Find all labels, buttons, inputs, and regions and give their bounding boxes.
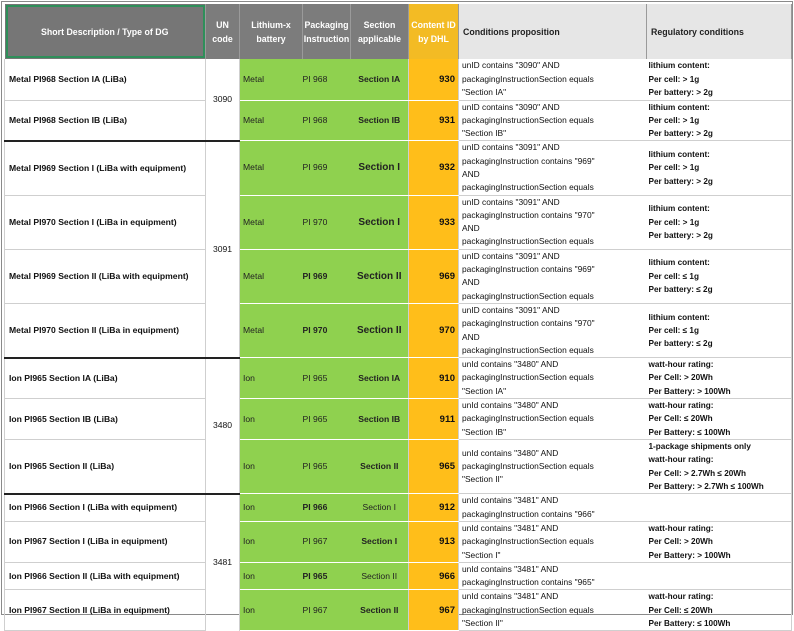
table-row <box>5 521 792 562</box>
section-cell: Section IA <box>351 59 409 100</box>
table-row <box>5 100 792 141</box>
header-section-applicable: Section applicable <box>351 4 409 59</box>
packaging-instruction-cell: PI 970 <box>303 303 351 357</box>
condition-cell: unId contains "3481" AND packagingInstruction contains "966" <box>459 494 647 522</box>
packaging-instruction-cell: PI 965 <box>303 358 351 399</box>
dhl-content-id-cell: 965 <box>409 440 459 494</box>
dhl-content-id-cell: 913 <box>409 521 459 562</box>
regulatory-cell: watt-hour rating: Per Cell: ≤ 20Wh Per Battery: ≤ 100Wh <box>647 399 792 440</box>
row-description: Ion PI966 Section I (LiBa with equipment) <box>5 494 206 522</box>
condition-cell: unID contains "3090" AND packagingInstructionSection equals "Section IA" <box>459 59 647 100</box>
dhl-content-id-cell: 970 <box>409 303 459 357</box>
header-content-id-dhl: Content ID by DHL <box>409 4 459 59</box>
dhl-content-id-cell: 911 <box>409 399 459 440</box>
packaging-instruction-cell: PI 968 <box>303 100 351 141</box>
regulatory-cell: 1-package shipments only watt-hour rating: Per Cell: > 2.7Wh ≤ 20Wh Per Battery: > 2.7Wh ≤ 100Wh <box>647 440 792 494</box>
dhl-content-id-cell: 932 <box>409 141 459 195</box>
row-description: Metal PI969 Section I (LiBa with equipment) <box>5 141 206 195</box>
section-cell: Section I <box>351 141 409 195</box>
condition-cell: unId contains "3480" AND packagingInstructionSection equals "Section IA" <box>459 358 647 399</box>
dhl-content-id-cell: 912 <box>409 494 459 522</box>
battery-type-cell: Metal <box>240 195 303 249</box>
header-conditions-proposition: Conditions proposition <box>459 4 647 59</box>
section-cell: Section IA <box>351 358 409 399</box>
condition-cell: unID contains "3091" AND packagingInstruction contains "969" AND packagingInstructionSection equals <box>459 249 647 303</box>
table-row <box>5 440 792 494</box>
dhl-content-id-cell: 931 <box>409 100 459 141</box>
battery-type-cell: Ion <box>240 440 303 494</box>
row-description: Ion PI965 Section IA (LiBa) <box>5 358 206 399</box>
section-cell: Section I <box>351 195 409 249</box>
regulatory-cell: lithium content: Per cell: ≤ 1g Per battery: ≤ 2g <box>647 303 792 357</box>
un-code-cell: 3481 <box>206 494 240 631</box>
table-row <box>5 249 792 303</box>
regulatory-cell <box>647 494 792 522</box>
section-cell: Section I <box>351 521 409 562</box>
condition-cell: unId contains "3481" AND packagingInstructionSection equals "Section II" <box>459 590 647 631</box>
row-description: Metal PI970 Section I (LiBa in equipment) <box>5 195 206 249</box>
dhl-content-id-cell: 910 <box>409 358 459 399</box>
battery-type-cell: Ion <box>240 399 303 440</box>
packaging-instruction-cell: PI 965 <box>303 562 351 590</box>
row-description: Metal PI968 Section IA (LiBa) <box>5 59 206 100</box>
table-row <box>5 399 792 440</box>
packaging-instruction-cell: PI 967 <box>303 521 351 562</box>
header-un-code: UN code <box>206 4 240 59</box>
regulatory-cell: watt-hour rating: Per Cell: > 20Wh Per Battery: > 100Wh <box>647 358 792 399</box>
table-row <box>5 590 792 631</box>
condition-cell: unID contains "3091" AND packagingInstruction contains "969" AND packagingInstructionSection equals <box>459 141 647 195</box>
table-row <box>5 562 792 590</box>
section-cell: Section II <box>351 562 409 590</box>
section-cell: Section IB <box>351 399 409 440</box>
section-cell: Section II <box>351 303 409 357</box>
battery-type-cell: Metal <box>240 303 303 357</box>
condition-cell: unId contains "3480" AND packagingInstructionSection equals "Section IB" <box>459 399 647 440</box>
row-description: Ion PI967 Section II (LiBa in equipment) <box>5 590 206 631</box>
section-cell: Section II <box>351 590 409 631</box>
row-description: Metal PI970 Section II (LiBa in equipment) <box>5 303 206 357</box>
battery-type-cell: Metal <box>240 100 303 141</box>
regulatory-cell: watt-hour rating: Per Cell: ≤ 20Wh Per Battery: ≤ 100Wh <box>647 590 792 631</box>
dg-lithium-table <box>4 4 792 631</box>
battery-type-cell: Metal <box>240 249 303 303</box>
row-description: Metal PI969 Section II (LiBa with equipment) <box>5 249 206 303</box>
battery-type-cell: Ion <box>240 590 303 631</box>
table-row <box>5 59 792 100</box>
packaging-instruction-cell: PI 968 <box>303 59 351 100</box>
packaging-instruction-cell: PI 970 <box>303 195 351 249</box>
packaging-instruction-cell: PI 969 <box>303 141 351 195</box>
dhl-content-id-cell: 969 <box>409 249 459 303</box>
packaging-instruction-cell: PI 966 <box>303 494 351 522</box>
header-regulatory-conditions: Regulatory conditions <box>647 4 792 59</box>
dhl-content-id-cell: 930 <box>409 59 459 100</box>
regulatory-cell <box>647 562 792 590</box>
table-row <box>5 195 792 249</box>
regulatory-cell: lithium content: Per cell: > 1g Per battery: > 2g <box>647 195 792 249</box>
table-row <box>5 141 792 195</box>
packaging-instruction-cell: PI 969 <box>303 249 351 303</box>
condition-cell: unId contains "3480" AND packagingInstructionSection equals "Section II" <box>459 440 647 494</box>
packaging-instruction-cell: PI 967 <box>303 590 351 631</box>
table-row <box>5 494 792 522</box>
battery-type-cell: Ion <box>240 358 303 399</box>
battery-type-cell: Ion <box>240 494 303 522</box>
table-row <box>5 358 792 399</box>
header-short-description[interactable]: Short Description / Type of DG <box>5 4 206 59</box>
table-row <box>5 303 792 357</box>
condition-cell: unID contains "3090" AND packagingInstructionSection equals "Section IB" <box>459 100 647 141</box>
battery-type-cell: Metal <box>240 59 303 100</box>
regulatory-cell: lithium content: Per cell: > 1g Per battery: > 2g <box>647 141 792 195</box>
regulatory-cell: watt-hour rating: Per Cell: > 20Wh Per Battery: > 100Wh <box>647 521 792 562</box>
row-description: Ion PI967 Section I (LiBa in equipment) <box>5 521 206 562</box>
regulatory-cell: lithium content: Per cell: > 1g Per battery: > 2g <box>647 100 792 141</box>
row-description: Ion PI965 Section II (LiBa) <box>5 440 206 494</box>
header-row <box>5 4 792 59</box>
un-code-cell: 3091 <box>206 141 240 358</box>
battery-type-cell: Ion <box>240 521 303 562</box>
spreadsheet-frame <box>1 1 793 628</box>
packaging-instruction-cell: PI 965 <box>303 399 351 440</box>
regulatory-cell: lithium content: Per cell: ≤ 1g Per battery: ≤ 2g <box>647 249 792 303</box>
dhl-content-id-cell: 966 <box>409 562 459 590</box>
row-description: Ion PI965 Section IB (LiBa) <box>5 399 206 440</box>
condition-cell: unId contains "3481" AND packagingInstructionSection equals "Section I" <box>459 521 647 562</box>
section-cell: Section II <box>351 249 409 303</box>
section-cell: Section II <box>351 440 409 494</box>
dhl-content-id-cell: 967 <box>409 590 459 631</box>
condition-cell: unId contains "3481" AND packagingInstruction contains "965" <box>459 562 647 590</box>
un-code-cell: 3480 <box>206 358 240 494</box>
condition-cell: unID contains "3091" AND packagingInstruction contains "970" AND packagingInstructionSection equals <box>459 303 647 357</box>
section-cell: Section IB <box>351 100 409 141</box>
row-description: Ion PI966 Section II (LiBa with equipment) <box>5 562 206 590</box>
battery-type-cell: Metal <box>240 141 303 195</box>
header-lithium-battery: Lithium-x battery <box>240 4 303 59</box>
battery-type-cell: Ion <box>240 562 303 590</box>
header-packaging-instruction: Packaging Instruction <box>303 4 351 59</box>
dhl-content-id-cell: 933 <box>409 195 459 249</box>
packaging-instruction-cell: PI 965 <box>303 440 351 494</box>
regulatory-cell: lithium content: Per cell: > 1g Per battery: > 2g <box>647 59 792 100</box>
un-code-cell: 3090 <box>206 59 240 141</box>
section-cell: Section I <box>351 494 409 522</box>
condition-cell: unID contains "3091" AND packagingInstruction contains "970" AND packagingInstructionSection equals <box>459 195 647 249</box>
row-description: Metal PI968 Section IB (LiBa) <box>5 100 206 141</box>
